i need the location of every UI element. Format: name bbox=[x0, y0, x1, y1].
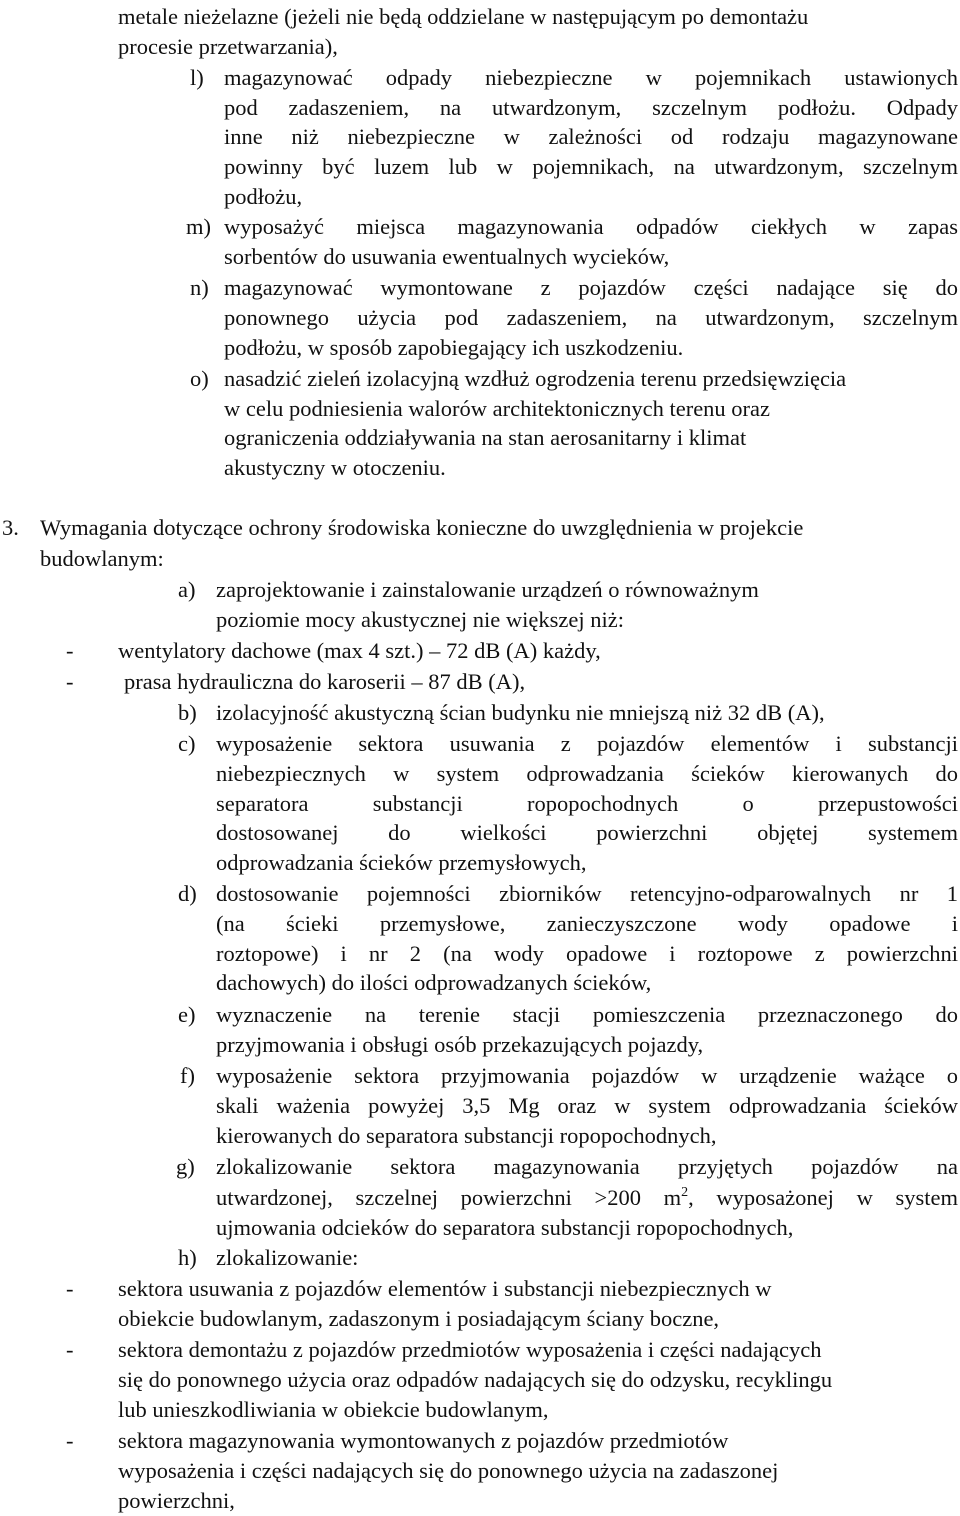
item-line: w celu podniesienia walorów architektonicznych terenu oraz bbox=[224, 396, 771, 421]
dash-item-line: się do ponownego użycia oraz odpadów nadających się do odzysku, recyklingu bbox=[118, 1367, 833, 1392]
item-line: dachowych) do ilości odprowadzanych ścieków, bbox=[216, 970, 652, 995]
item-line: separatora substancji ropopochodnych o przepustowości bbox=[216, 791, 958, 816]
item-marker: c) bbox=[178, 731, 196, 756]
item-marker: d) bbox=[178, 881, 197, 906]
dash-bullet: - bbox=[66, 1276, 74, 1301]
dash-bullet: - bbox=[66, 1337, 74, 1362]
item-marker: b) bbox=[178, 700, 197, 725]
item-line: zlokalizowanie: bbox=[216, 1245, 359, 1270]
item-line: odprowadzania ścieków przemysłowych, bbox=[216, 850, 587, 875]
item-line: sorbentów do usuwania ewentualnych wycieków, bbox=[224, 244, 670, 269]
item-marker: o) bbox=[190, 366, 209, 391]
section-number: 3. bbox=[2, 515, 19, 540]
section-heading: Wymagania dotyczące ochrony środowiska konieczne do uwzględnienia w projekcie bbox=[40, 515, 804, 540]
item-line: poziomie mocy akustycznej nie większej niż: bbox=[216, 607, 624, 632]
item-line: akustyczny w otoczeniu. bbox=[224, 455, 446, 480]
item-line: wyposażenie sektora usuwania z pojazdów elementów i substancji bbox=[216, 731, 958, 756]
item-line: dostosowanie pojemności zbiorników retencyjno-odparowalnych nr 1 bbox=[216, 881, 958, 906]
intro-line: procesie przetwarzania), bbox=[118, 34, 338, 59]
dash-bullet: - bbox=[66, 638, 74, 663]
dash-bullet: - bbox=[66, 669, 74, 694]
item-line-with-superscript bbox=[216, 1183, 958, 1213]
item-marker: h) bbox=[178, 1245, 197, 1270]
item-line: wyposażenie sektora przyjmowania pojazdów w urządzenie ważące o bbox=[216, 1063, 958, 1088]
item-line: ujmowania odcieków do separatora substancji ropopochodnych, bbox=[216, 1215, 794, 1240]
item-line: dostosowanej do wielkości powierzchni objętej systemem bbox=[216, 820, 958, 845]
item-line: pod zadaszeniem, na utwardzonym, szczelnym podłożu. Odpady bbox=[224, 95, 958, 120]
item-line: podłożu, bbox=[224, 184, 303, 209]
dash-item-line: sektora usuwania z pojazdów elementów i substancji niebezpiecznych w bbox=[118, 1276, 772, 1301]
item-line: podłożu, w sposób zapobiegający ich uszkodzeniu. bbox=[224, 335, 684, 360]
item-line: (na ścieki przemysłowe, zanieczyszczone wody opadowe i bbox=[216, 911, 958, 936]
dash-item-line: wyposażenia i części nadających się do ponownego użycia na zadaszonej bbox=[118, 1458, 779, 1483]
item-line: kierowanych do separatora substancji ropopochodnych, bbox=[216, 1123, 717, 1148]
dash-item-line: sektora magazynowania wymontowanych z pojazdów przedmiotów bbox=[118, 1428, 729, 1453]
item-line: zlokalizowanie sektora magazynowania przyjętych pojazdów na bbox=[216, 1154, 958, 1179]
item-marker: e) bbox=[178, 1002, 196, 1027]
item-line: przyjmowania i obsługi osób przekazujących pojazdy, bbox=[216, 1032, 704, 1057]
dash-item-line: obiekcie budowlanym, zadaszonym i posiadającym ściany boczne, bbox=[118, 1306, 720, 1331]
item-line: magazynować wymontowane z pojazdów części nadające się do bbox=[224, 275, 958, 300]
dash-item-line: lub unieszkodliwiania w obiekcie budowlanym, bbox=[118, 1397, 549, 1422]
dash-item-line: sektora demontażu z pojazdów przedmiotów wyposażenia i części nadających bbox=[118, 1337, 822, 1362]
item-line: skali ważenia powyżej 3,5 Mg oraz w system odprowadzania ścieków bbox=[216, 1093, 958, 1118]
item-line: izolacyjność akustyczną ścian budynku nie mniejszą niż 32 dB (A), bbox=[216, 700, 825, 725]
text-before-superscript: utwardzonej, szczelnej powierzchni >200 m bbox=[216, 1185, 682, 1210]
item-marker: f) bbox=[180, 1063, 195, 1088]
item-marker: g) bbox=[176, 1154, 195, 1179]
item-marker: n) bbox=[190, 275, 209, 300]
dash-item: prasa hydrauliczna do karoserii – 87 dB (A), bbox=[124, 669, 526, 694]
section-heading: budowlanym: bbox=[40, 546, 164, 571]
item-marker: l) bbox=[190, 65, 204, 90]
dash-item-line: powierzchni, bbox=[118, 1488, 235, 1513]
intro-line: metale nieżelazne (jeżeli nie będą oddzielane w następującym po demontażu bbox=[118, 4, 809, 29]
item-line: ponownego użycia pod zadaszeniem, na utwardzonym, szczelnym bbox=[224, 305, 958, 330]
item-line: wyznaczenie na terenie stacji pomieszczenia przeznaczonego do bbox=[216, 1002, 958, 1027]
item-line: wyposażyć miejsca magazynowania odpadów ciekłych w zapas bbox=[224, 214, 958, 239]
item-line: roztopowe) i nr 2 (na wody opadowe i roztopowe z powierzchni bbox=[216, 941, 958, 966]
item-line: magazynować odpady niebezpieczne w pojemnikach ustawionych bbox=[224, 65, 958, 90]
dash-bullet: - bbox=[66, 1428, 74, 1453]
superscript: 2 bbox=[681, 1185, 689, 1200]
item-marker: a) bbox=[178, 577, 196, 602]
item-line: inne niż niebezpieczne w zależności od rodzaju magazynowane bbox=[224, 124, 958, 149]
item-marker: m) bbox=[186, 214, 211, 239]
item-line: zaprojektowanie i zainstalowanie urządzeń o równoważnym bbox=[216, 577, 759, 602]
item-line: nasadzić zieleń izolacyjną wzdłuż ogrodzenia terenu przedsięwzięcia bbox=[224, 366, 847, 391]
text-after-superscript: , wyposażonej w system bbox=[688, 1185, 958, 1210]
item-line: ograniczenia oddziaływania na stan aerosanitarny i klimat bbox=[224, 425, 747, 450]
item-line: niebezpiecznych w system odprowadzania ścieków kierowanych do bbox=[216, 761, 958, 786]
item-line: powinny być luzem lub w pojemnikach, na utwardzonym, szczelnym bbox=[224, 154, 958, 179]
dash-item: wentylatory dachowe (max 4 szt.) – 72 dB (A) każdy, bbox=[118, 638, 601, 663]
